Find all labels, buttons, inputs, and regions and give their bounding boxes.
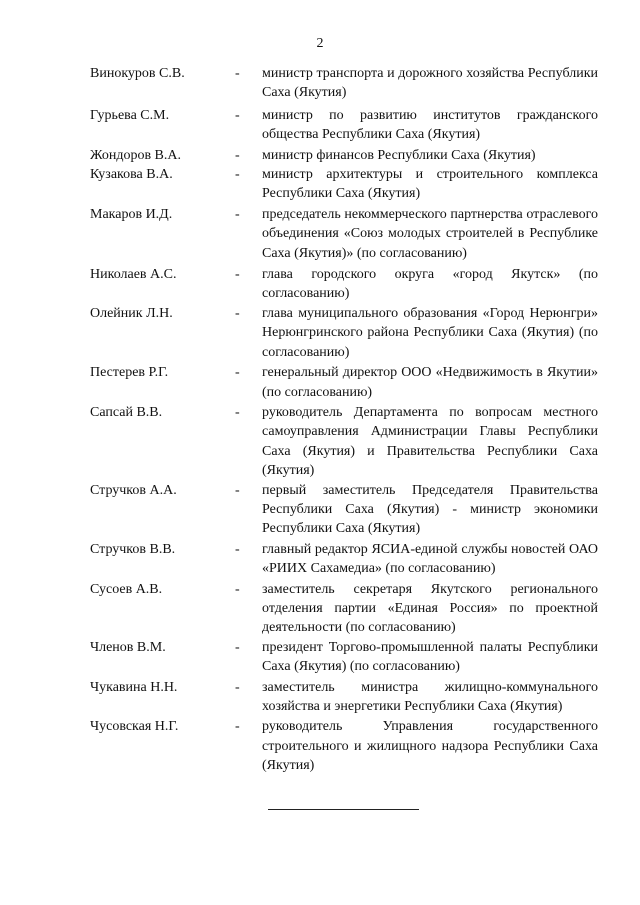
member-role: глава муниципального образования «Город Нерюнгри» Нерюнгринского района Республики Саха (Якутия) (по согласованию)	[262, 305, 598, 360]
member-role: главный редактор ЯСИА-единой службы новостей ОАО «РИИХ Сахамедиа» (по согласованию)	[262, 541, 598, 577]
list-item	[90, 363, 598, 402]
member-role: первый заместитель Председателя Правительства Республики Саха (Якутия) - министр экономики Республики Саха (Якутия)	[262, 482, 598, 537]
dash-separator: -	[235, 581, 240, 597]
member-name: Пестерев Р.Г.	[90, 365, 169, 381]
dash-separator: -	[235, 305, 240, 321]
dash-separator: -	[235, 679, 240, 695]
closing-rule	[268, 809, 419, 810]
list-item	[90, 580, 598, 638]
member-name: Винокуров С.В.	[90, 66, 185, 81]
member-role: министр архитектуры и строительного комплекса Республики Саха (Якутия)	[262, 167, 598, 202]
dash-separator: -	[235, 107, 240, 123]
dash-separator: -	[235, 167, 240, 183]
member-role: министр финансов Республики Саха (Якутия)	[262, 147, 536, 163]
member-role: министр по развитию институтов гражданского общества Республики Саха (Якутия)	[262, 107, 598, 143]
member-role: руководитель Департамента по вопросам местного самоуправления Администрации Главы Республики Саха (Якутия) и Правительства Республики Саха (Якутия)	[262, 404, 598, 479]
member-name: Стручков А.А.	[90, 482, 177, 498]
list-item	[90, 638, 598, 677]
dash-separator: -	[235, 365, 240, 381]
page-number: 2	[316, 36, 324, 51]
list-item	[90, 678, 598, 717]
dash-separator: -	[235, 267, 240, 283]
member-role: руководитель Управления государственного строительного и жилищного надзора Республики Саха (Якутия)	[262, 719, 598, 774]
member-list	[90, 64, 598, 776]
list-item	[90, 403, 598, 481]
member-name: Чукавина Н.Н.	[90, 679, 178, 695]
dash-separator: -	[235, 639, 240, 655]
member-role: заместитель секретаря Якутского регионального отделения партии «Единая Россия» по проектной деятельности (по согласованию)	[262, 581, 598, 636]
member-name: Николаев А.С.	[90, 267, 177, 283]
member-name: Макаров И.Д.	[90, 206, 173, 222]
member-name: Сапсай В.В.	[90, 404, 163, 420]
member-role: министр транспорта и дорожного хозяйства Республики Саха (Якутия)	[262, 66, 598, 101]
member-name: Сусоев А.В.	[90, 581, 163, 597]
member-role: заместитель министра жилищно-коммунального хозяйства и энергетики Республики Саха (Якутия)	[262, 679, 598, 714]
member-role: генеральный директор ООО «Недвижимость в Якутии» (по согласованию)	[262, 365, 598, 400]
list-item	[90, 106, 598, 145]
list-item	[90, 165, 598, 204]
list-item	[90, 304, 598, 362]
dash-separator: -	[235, 404, 240, 420]
member-role: президент Торгово-промышленной палаты Республики Саха (Якутия) (по согласованию)	[262, 639, 598, 675]
dash-separator: -	[235, 719, 240, 735]
member-role: председатель некоммерческого партнерства отраслевого объединения «Союз молодых строителей в Республике Саха (Якутия)» (по согласованию)	[262, 206, 598, 261]
list-item	[90, 64, 598, 103]
dash-separator: -	[235, 66, 240, 81]
member-name: Жондоров В.А.	[90, 147, 182, 163]
member-name: Чусовская Н.Г.	[90, 719, 179, 735]
member-role: глава городского округа «город Якутск» (по согласованию)	[262, 267, 598, 302]
member-name: Членов В.М.	[90, 639, 166, 655]
list-item	[90, 540, 598, 579]
list-item	[90, 717, 598, 775]
dash-separator: -	[235, 482, 240, 498]
dash-separator: -	[235, 147, 240, 163]
member-name: Стручков В.В.	[90, 541, 176, 557]
member-name: Гурьева С.М.	[90, 107, 170, 123]
dash-separator: -	[235, 206, 240, 222]
member-name: Олейник Л.Н.	[90, 305, 173, 321]
member-name: Кузакова В.А.	[90, 167, 173, 183]
list-item	[90, 265, 598, 304]
list-item	[90, 481, 598, 539]
list-item	[90, 146, 598, 165]
dash-separator: -	[235, 541, 240, 557]
list-item	[90, 205, 598, 263]
